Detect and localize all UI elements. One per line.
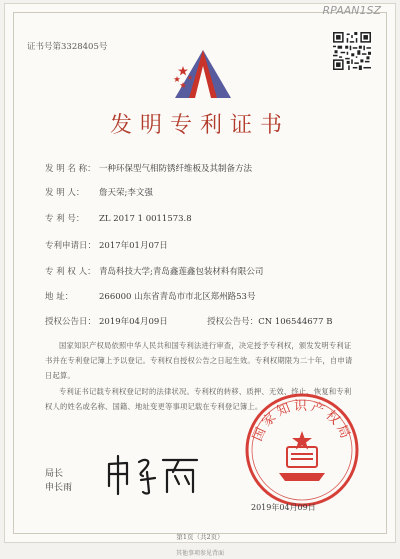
seal-text: 国家知识产权局 (250, 398, 354, 444)
field-value: 2017年01月07日 (99, 241, 168, 251)
field-label: 地 址： (45, 292, 74, 302)
paragraph-legal-status: 专利证书记载专利权登记时的法律状况。专利权的转移、质押、无效、终止、恢复和专利权人的姓名或名称、国籍、地址变更等事项记载在专利登记簿上。 (45, 387, 352, 411)
field-value: 詹天荣;李文强 (99, 188, 153, 198)
field-label: 专利申请日： (45, 241, 97, 251)
official-seal-icon (243, 391, 361, 509)
certificate-number: 证书号第3328405号 (27, 42, 108, 52)
field-grant-date (45, 315, 332, 327)
field-value: 青岛科技大学;青岛鑫莲鑫包装材料有限公司 (99, 267, 264, 277)
field-address (45, 290, 255, 302)
field-label: 授权公告号： (207, 317, 259, 327)
seal-date: 2019年04月09日 (251, 503, 316, 512)
handwritten-note: RPAAN1SZ (322, 4, 381, 17)
page-indicator: 第1页（共2页） (176, 533, 224, 541)
certificate-title: 发明专利证书 (109, 113, 290, 138)
field-value: 266000 山东省青岛市市北区郑州路53号 (99, 292, 256, 302)
patent-certificate (4, 3, 396, 543)
field-invention-name (45, 162, 252, 174)
field-label: 发 明 人： (45, 188, 85, 198)
field-label: 专 利 号： (45, 214, 85, 224)
field-label: 授权公告日： (45, 317, 97, 327)
director-name-label: 申长雨 (45, 483, 73, 493)
director-label: 局长 (45, 469, 64, 479)
paragraph-grant-statement: 国家知识产权局依照中华人民共和国专利法进行审查，决定授予专利权，颁发发明专利证书并在专利登记簿上予以登记。专利权自授权公告之日起生效。专利权期限为二十年，自申请日起算。 (45, 341, 353, 380)
field-value: 一种环保型气相防锈纤维板及其制备方法 (99, 164, 253, 174)
field-value: 2019年04月09日 (99, 317, 168, 327)
director-signature-icon (103, 454, 201, 496)
field-label: 专 利 权 人： (45, 267, 96, 277)
qr-code-icon (333, 32, 371, 70)
field-patent-number (45, 212, 192, 224)
field-inventor (45, 186, 153, 198)
field-application-date (45, 239, 168, 251)
field-value: CN 106544677 B (258, 317, 333, 327)
field-value: ZL 2017 1 0011573.8 (99, 214, 192, 224)
field-patentee (45, 265, 263, 277)
patent-office-emblem-icon (167, 48, 239, 100)
field-label: 发 明 名 称： (45, 164, 96, 174)
footer-note: 其他事项参见背面 (175, 550, 224, 557)
